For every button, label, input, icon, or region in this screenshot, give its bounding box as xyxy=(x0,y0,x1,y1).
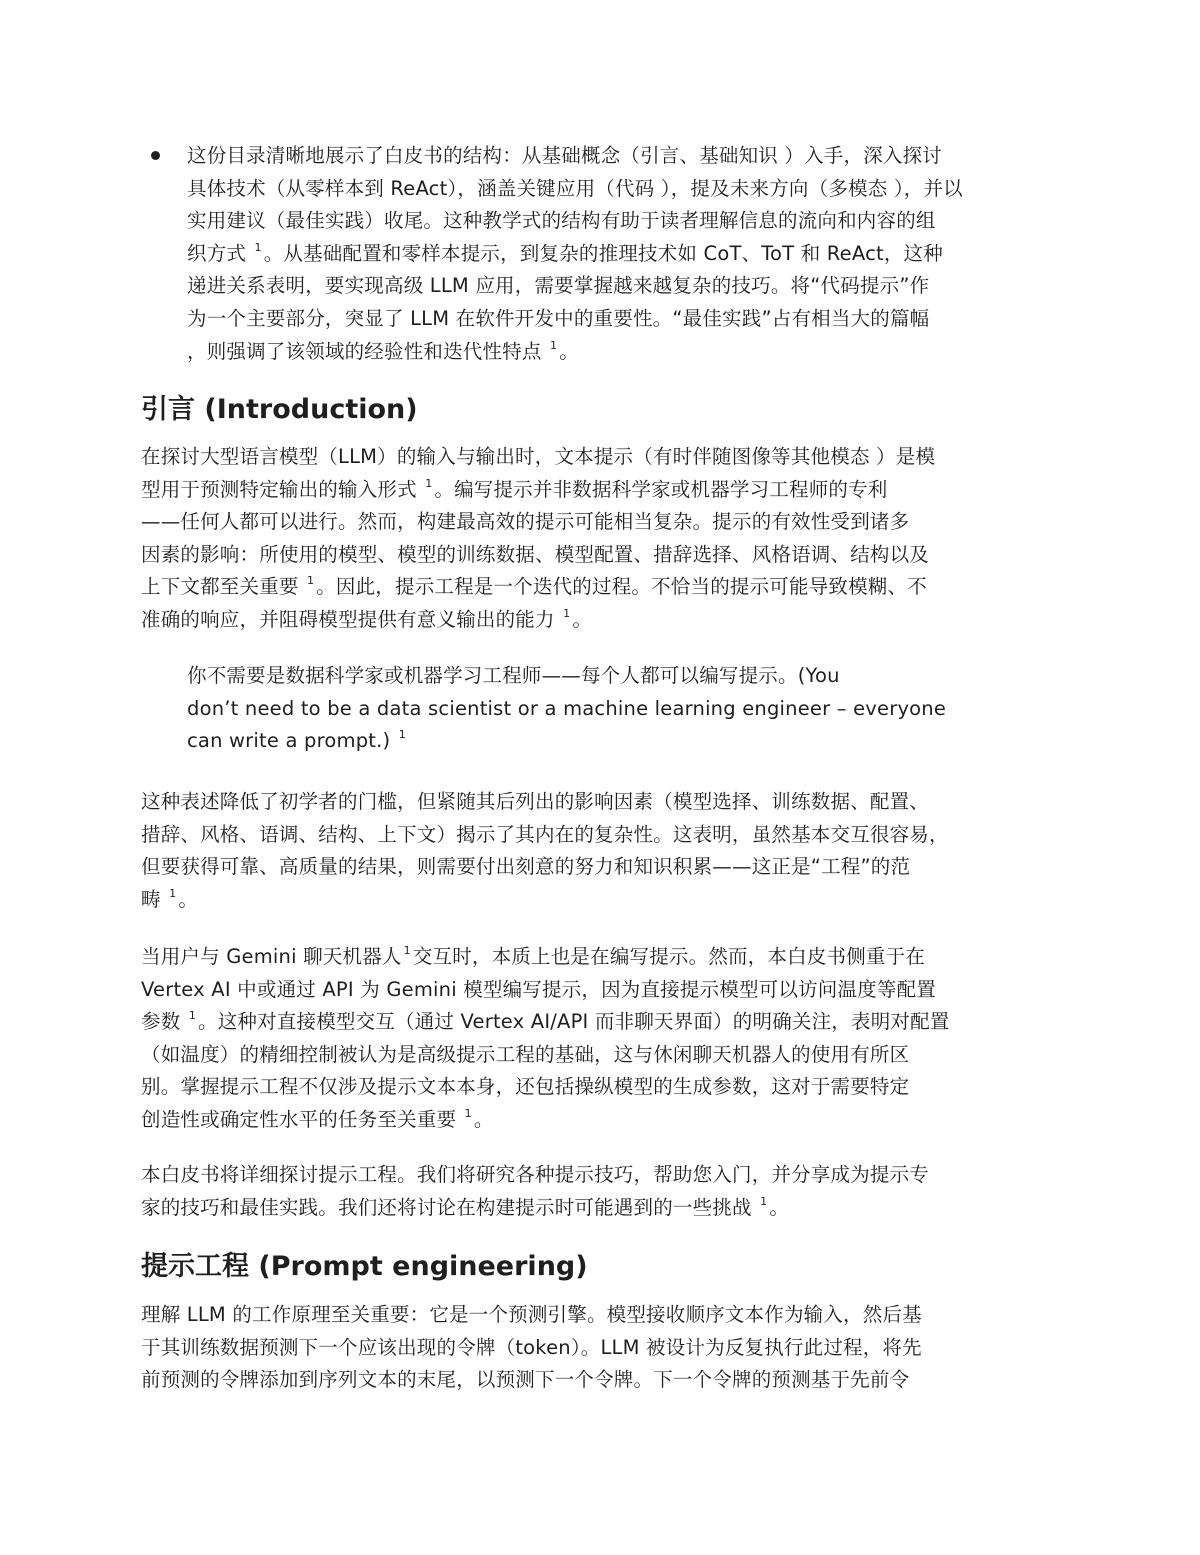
citation-superscript: 1 xyxy=(307,574,315,588)
text-run: 。因此，提示工程是一个迭代的过程。不恰当的提示可能导致模糊、不 xyxy=(316,575,927,599)
text-line xyxy=(187,270,963,303)
citation-superscript: 1 xyxy=(550,338,558,352)
text-run: 本白皮书将详细探讨提示工程。我们将研究各种提示技巧，帮助您入门，并分享成为提示专 xyxy=(141,1163,930,1186)
text-line xyxy=(141,571,935,604)
text-line xyxy=(141,1192,929,1225)
text-line xyxy=(141,1071,950,1104)
text-line xyxy=(141,941,950,974)
text-run: can write a prompt.) xyxy=(187,729,397,753)
text-line xyxy=(141,974,950,1007)
text-line xyxy=(187,336,963,369)
text-line xyxy=(187,205,963,238)
text-line xyxy=(141,1104,950,1137)
text-line xyxy=(141,1299,922,1332)
text-run: Vertex AI 中或通过 API 为 Gemini 模型编写提示，因为直接提示模型可以访问温度等配置 xyxy=(141,977,937,1001)
text-run: 畴 xyxy=(141,887,168,911)
text-run: 别。掌握提示工程不仅涉及提示文本本身，还包括操纵模型的生成参数，这对于需要特定 xyxy=(141,1075,910,1099)
text-run: 。编写提示并非数据科学家或机器学习工程师的专利 xyxy=(434,477,888,501)
text-line xyxy=(187,693,946,726)
bullet-icon xyxy=(151,151,160,160)
citation-superscript: 1 xyxy=(563,606,571,620)
intro-paragraph-3 xyxy=(141,941,950,1137)
heading-introduction: 引言 (Introduction) xyxy=(141,394,418,425)
bullet-paragraph xyxy=(187,140,963,368)
text-line xyxy=(187,238,963,271)
text-run: 你不需要是数据科学家或机器学习工程师——每个人都可以编写提示。(You xyxy=(187,664,840,687)
text-line xyxy=(187,660,946,693)
text-run: 但要获得可靠、高质量的结果，则需要付出刻意的努力和知识积累——这正是“工程”的范 xyxy=(141,855,911,879)
citation-superscript: 1 xyxy=(188,1009,197,1023)
text-line xyxy=(141,884,949,917)
text-run: 家的技巧和最佳实践。我们还将讨论在构建提示时可能遇到的一些挑战 xyxy=(141,1195,759,1219)
text-line xyxy=(141,506,935,539)
text-run: 。这种对直接模型交互（通过 Vertex AI/API 而非聊天界面）的明确关注，表明对配置 xyxy=(198,1010,950,1034)
text-line xyxy=(141,819,949,852)
text-run: 措辞、风格、语调、结构、上下文）揭示了其内在的复杂性。这表明，虽然基本交互很容易， xyxy=(141,822,949,846)
text-run: 。 xyxy=(572,607,593,631)
text-run: 于其训练数据预测下一个应该出现的令牌（token）。LLM 被设计为反复执行此过程，将先 xyxy=(141,1335,922,1359)
text-run: 。 xyxy=(769,1195,790,1219)
text-run: ——任何人都可以进行。然而，构建最高效的提示可能相当复杂。提示的有效性受到诸多 xyxy=(141,510,910,534)
citation-superscript: 1 xyxy=(425,476,433,490)
text-run: 递进关系表明，要实现高级 LLM 应用，需要掌握越来越复杂的技巧。将“代码提示”作 xyxy=(187,274,930,298)
text-line xyxy=(141,1159,929,1192)
text-run: 。 xyxy=(559,339,579,363)
citation-superscript: 1 xyxy=(398,728,406,742)
text-line xyxy=(187,173,963,206)
text-run: 交互时，本质上也是在编写提示。然而，本白皮书侧重于在 xyxy=(412,945,926,968)
prompt-engineering-paragraph-1 xyxy=(141,1299,922,1397)
text-line xyxy=(141,474,935,507)
text-line xyxy=(141,441,935,474)
text-run: 织方式 xyxy=(187,241,253,265)
text-line xyxy=(141,539,935,572)
intro-paragraph-2 xyxy=(141,786,949,916)
intro-paragraph-1 xyxy=(141,441,935,637)
intro-quote xyxy=(187,660,946,758)
citation-superscript: 1 xyxy=(760,1194,768,1208)
text-line xyxy=(141,604,935,637)
intro-paragraph-4 xyxy=(141,1159,929,1224)
citation-superscript: 1 xyxy=(403,944,411,957)
text-run: 参数 xyxy=(141,1010,187,1034)
text-run: 。 xyxy=(473,1107,494,1131)
text-run: 创造性或确定性水平的任务至关重要 xyxy=(141,1107,463,1131)
text-run: ，则强调了该领域的经验性和迭代性特点 xyxy=(187,339,548,363)
citation-superscript: 1 xyxy=(464,1106,472,1120)
citation-superscript: 1 xyxy=(254,240,262,254)
text-run: 这种表述降低了初学者的门槛，但紧随其后列出的影响因素（模型选择、训练数据、配置、 xyxy=(141,790,930,813)
text-line xyxy=(187,303,963,336)
text-run: 为一个主要部分，突显了 LLM 在软件开发中的重要性。“最佳实践”占有相当大的篇幅 xyxy=(187,306,930,330)
text-run: don’t need to be a data scientist or a machine learning engineer – everyone xyxy=(187,696,947,720)
text-run: 当用户与 Gemini 聊天机器人 xyxy=(141,945,402,968)
citation-superscript: 1 xyxy=(169,886,177,900)
text-run: 型用于预测特定输出的输入形式 xyxy=(141,477,424,501)
text-run: 具体技术（从零样本到 ReAct），涵盖关键应用（代码 ），提及未来方向（多模态 ），并以 xyxy=(187,176,963,200)
text-line xyxy=(187,725,946,758)
text-run: 实用建议（最佳实践）收尾。这种教学式的结构有助于读者理解信息的流向和内容的组 xyxy=(187,209,936,233)
text-line xyxy=(141,786,949,819)
text-run: 上下文都至关重要 xyxy=(141,575,305,599)
text-run: 。 xyxy=(178,887,199,911)
text-run: 理解 LLM 的工作原理至关重要：它是一个预测引擎。模型接收顺序文本作为输入，然后基 xyxy=(141,1303,922,1326)
text-line xyxy=(141,1006,950,1039)
text-run: 前预测的令牌添加到序列文本的末尾，以预测下一个令牌。下一个令牌的预测基于先前令 xyxy=(141,1368,910,1392)
text-run: 准确的响应，并阻碍模型提供有意义输出的能力 xyxy=(141,607,562,631)
heading-prompt-engineering: 提示工程 (Prompt engineering) xyxy=(141,1251,588,1282)
text-line xyxy=(141,1332,922,1365)
text-run: （如温度）的精细控制被认为是高级提示工程的基础，这与休闲聊天机器人的使用有所区 xyxy=(141,1042,910,1066)
text-run: 因素的影响：所使用的模型、模型的训练数据、模型配置、措辞选择、风格语调、结构以及 xyxy=(141,542,930,566)
text-run: 。从基础配置和零样本提示，到复杂的推理技术如 CoT、ToT 和 ReAct，这种 xyxy=(263,241,943,265)
text-line xyxy=(187,140,963,173)
text-line xyxy=(141,851,949,884)
text-run: 这份目录清晰地展示了白皮书的结构：从基础概念（引言、基础知识 ）入手，深入探讨 xyxy=(187,144,942,167)
text-run: 在探讨大型语言模型（LLM）的输入与输出时，文本提示（有时伴随图像等其他模态 ）是模 xyxy=(141,445,936,468)
text-line xyxy=(141,1039,950,1072)
text-line xyxy=(141,1364,922,1397)
